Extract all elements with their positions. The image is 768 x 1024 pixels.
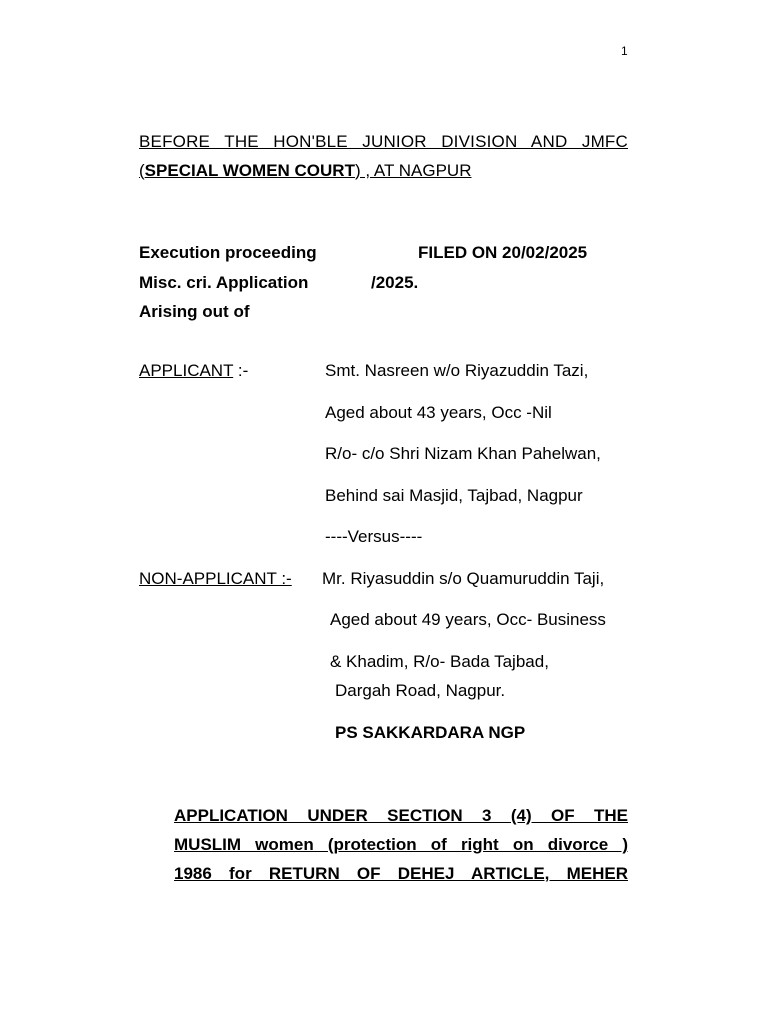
court-heading-open: (: [139, 161, 145, 180]
application-title-line: MUSLIM women (protection of right on divorce ): [174, 835, 628, 854]
non-applicant-line: & Khadim, R/o- Bada Tajbad,: [330, 652, 549, 671]
non-applicant-label: NON-APPLICANT :-: [139, 569, 292, 588]
applicant-line: Smt. Nasreen w/o Riyazuddin Tazi,: [325, 361, 589, 380]
application-title-line: APPLICATION UNDER SECTION 3 (4) OF THE: [174, 806, 628, 825]
non-applicant-line: Mr. Riyasuddin s/o Quamuruddin Taji,: [322, 569, 605, 588]
applicant-line: R/o- c/o Shri Nizam Khan Pahelwan,: [325, 444, 601, 463]
misc-application-year: /2025.: [371, 273, 419, 292]
filed-on: FILED ON 20/02/2025: [418, 243, 588, 262]
court-heading-line1: BEFORE THE HON'BLE JUNIOR DIVISION AND JMFC: [139, 132, 628, 151]
application-title-line: 1986 for RETURN OF DEHEJ ARTICLE, MEHER: [174, 864, 628, 883]
execution-label: Execution proceeding: [139, 243, 317, 262]
police-station: PS SAKKARDARA NGP: [335, 723, 526, 742]
court-heading-location: ) , AT NAGPUR: [354, 161, 472, 180]
applicant-line: Aged about 43 years, Occ -Nil: [325, 403, 552, 422]
court-heading-line2: [139, 161, 472, 181]
misc-application-label: Misc. cri. Application: [139, 273, 309, 292]
applicant-label-text: APPLICANT: [139, 361, 234, 380]
page-number: 1: [621, 44, 628, 58]
applicant-label-sep: :-: [233, 361, 249, 380]
non-applicant-line: Dargah Road, Nagpur.: [335, 681, 506, 700]
applicant-label: [139, 361, 248, 381]
arising-out-of: Arising out of: [139, 302, 250, 321]
court-name: SPECIAL WOMEN COURT: [144, 161, 355, 180]
non-applicant-line: Aged about 49 years, Occ- Business: [330, 610, 606, 629]
applicant-line: Behind sai Masjid, Tajbad, Nagpur: [325, 486, 583, 505]
versus: ----Versus----: [325, 527, 423, 546]
